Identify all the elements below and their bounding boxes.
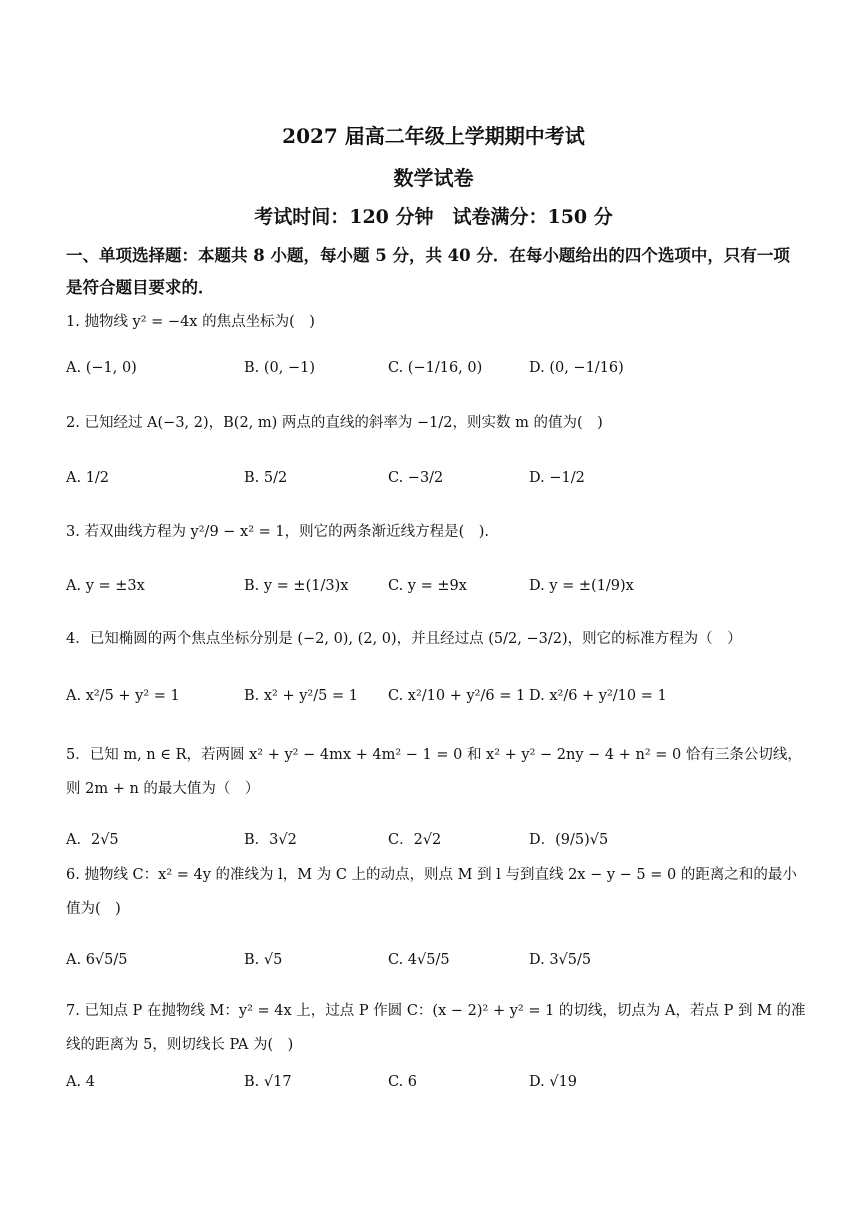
option-a: A. 1/2	[66, 470, 110, 486]
option-c: C. x²/10 + y²/6 = 1	[388, 688, 526, 704]
question-6-options	[66, 940, 811, 980]
option-b: B. y = ±(1/3)x	[244, 578, 349, 594]
option-c: C．2√2	[388, 831, 442, 848]
section-heading: 一、单项选择题：本题共 8 小题，每小题 5 分，共 40 分．在每小题给出的四个选项中，只有一项是符合题目要求的．	[66, 246, 790, 297]
option-b: B. x² + y²/5 = 1	[244, 688, 358, 704]
question-4-stem: 4．已知椭圆的两个焦点坐标分别是 (−2, 0), (2, 0)，并且经过点 (5/2, −3/2)，则它的标准方程为（ ）	[66, 631, 742, 647]
option-c: C. 4√5/5	[388, 952, 450, 968]
option-d: D. 3√5/5	[529, 952, 592, 968]
question-4-options	[66, 676, 811, 716]
option-a: A．2√5	[66, 831, 119, 848]
option-b: B．3√2	[244, 831, 297, 848]
question-3-stem: 3. 若双曲线方程为 y²/9 − x² = 1，则它的两条渐近线方程是( ).	[66, 524, 490, 540]
option-d: D. √19	[529, 1074, 578, 1090]
question-6-stem: 6. 抛物线 C：x² = 4y 的准线为 l，M 为 C 上的动点，则点 M 到 l 与到直线 2x − y − 5 = 0 的距离之和的最小值为( )	[66, 867, 797, 917]
option-a: A. y = ±3x	[66, 578, 145, 594]
question-2-stem: 2. 已知经过 A(−3, 2)，B(2, m) 两点的直线的斜率为 −1/2，则实数 m 的值为( )	[66, 415, 603, 431]
option-a: A. (−1, 0)	[66, 360, 137, 376]
option-c: C. 6	[388, 1074, 418, 1090]
option-b: B. √17	[244, 1074, 292, 1090]
option-c: C. y = ±9x	[388, 578, 467, 594]
exam-title: 2027 届高二年级上学期期中考试	[282, 124, 585, 148]
question-3-options	[66, 566, 811, 606]
option-a: A. x²/5 + y² = 1	[66, 688, 180, 704]
option-b: B. (0, −1)	[244, 360, 316, 376]
question-5-stem: 5．已知 m, n ∈ R，若两圆 x² + y² − 4mx + 4m² − 1 = 0 和 x² + y² − 2ny − 4 + n² = 0 恰有三条公切线，则 2m + n 的最大值为（ ）	[66, 747, 802, 797]
option-d: D. y = ±(1/9)x	[529, 578, 634, 594]
question-7-stem: 7. 已知点 P 在抛物线 M：y² = 4x 上，过点 P 作圆 C：(x − 2)² + y² = 1 的切线，切点为 A，若点 P 到 M 的准线的距离为 5，则切线长 PA 为( )	[66, 1003, 806, 1053]
option-a: A. 4	[66, 1074, 95, 1090]
option-d: D. (0, −1/16)	[529, 360, 624, 376]
question-5-options	[66, 818, 811, 858]
option-d: D. −1/2	[529, 470, 585, 486]
exam-subtitle: 数学试卷	[393, 166, 474, 190]
option-d: D．(9/5)√5	[529, 831, 609, 848]
option-d: D. x²/6 + y²/10 = 1	[529, 688, 667, 704]
question-1-stem: 1. 抛物线 y² = −4x 的焦点坐标为( )	[66, 314, 315, 330]
option-c: C. (−1/16, 0)	[388, 360, 483, 376]
question-1-options	[66, 348, 811, 388]
option-b: B. √5	[244, 952, 283, 968]
option-b: B. 5/2	[244, 470, 288, 486]
option-a: A. 6√5/5	[66, 952, 128, 968]
option-c: C. −3/2	[388, 470, 444, 486]
question-7-options	[66, 1062, 811, 1102]
exam-info: 考试时间：120 分钟 试卷满分：150 分	[254, 206, 613, 228]
question-2-options	[66, 458, 811, 498]
